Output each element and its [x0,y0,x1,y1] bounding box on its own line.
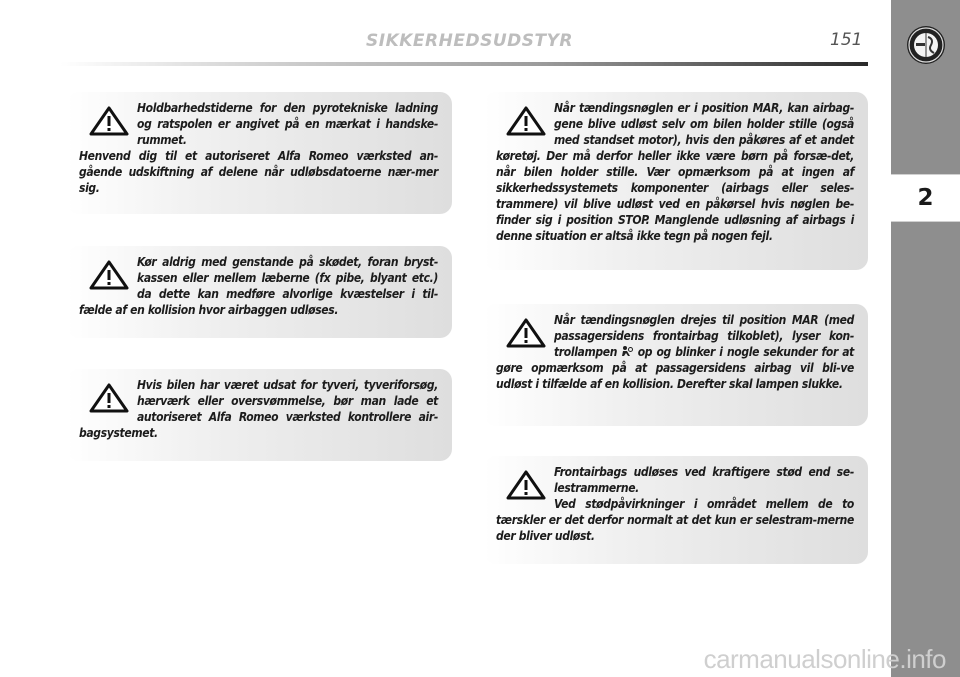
warning-triangle-icon [89,106,129,136]
note-text: Henvend dig til et autoriseret Alfa Romeo værksted an-gående udskiftning af delene når udløbsdatoerne nær-mer sig. [79,149,438,195]
warning-triangle-icon [506,470,546,500]
warning-triangle-icon [89,260,129,290]
warning-note-shelf-life [67,92,452,214]
watermark-text: carmanualsonline.info [703,644,946,674]
warning-triangle-icon [506,106,546,136]
page-title: SIKKERHEDSUDSTYR [366,31,573,51]
chapter-number[interactable]: 2 [891,174,960,222]
note-text-part: op og blinker i nogle sekunder for at gøre opmærksom på at passagersidens airbag vil bli-ve udløst i tilfælde af en kollision. Derefter skal lampen slukke. [496,345,854,391]
warning-note-objects-on-lap [67,246,452,338]
warning-note-passenger-airbag-lamp [484,304,868,426]
warning-note-frontairbag-threshold [484,456,868,564]
airbag-warning-lamp-icon [621,345,633,357]
note-text: Hvis bilen har været udsat for tyveri, tyveriforsøg, hærværk eller oversvømmelse, bør man lade et autoriseret Alfa Romeo værksted kontrollere air-bagsystemet. [79,378,438,440]
note-text: Frontairbags udløses ved kraftigere stød end se-lestrammerne. [554,465,854,495]
warning-note-ignition-mar [484,92,868,270]
note-text: Når tændingsnøglen er i position MAR, kan airbag-gene blive udløst selv om bilen holder stille (også med standset motor), hvis den påkøres af et andet køretøj. Der må derfor heller ikke være børn på forsæ-det, når bilen holder stille. Vær opmærksom på at ingen af sikkerhedssystemets komponenter (airbags eller seles-trammere) vil blive udløst ved en påkørsel hvis nøglen be-finder sig i position STOP. Manglende udløsning af airbags i denne situation er altså ikke tegn på nogen fejl. [496,101,854,243]
warning-triangle-icon [506,318,546,348]
chapter-side-tab [891,0,960,677]
note-text: Holdbarhedstiderne for den pyrotekniske ladning og ratspolen er angivet på en mærkat i handske-rummet. [137,101,438,147]
note-text: Kør aldrig med genstande på skødet, foran bryst-kassen eller mellem læberne (fx pibe, blyant etc.) da dette kan medføre alvorlige kvæstelser i til-fælde af en kollision hvor airbaggen udløses. [79,255,438,317]
note-text-part: Når tændingsnøglen drejes til position MAR (med passagersidens frontairbag tilkoblet), lyser kon-trollampen [554,313,854,359]
header-rule [60,62,868,66]
note-text: Ved stødpåvirkninger i området mellem de to tærskler er det derfor normalt at det kun er selestram-merne der bliver udløst. [496,497,854,543]
alfa-romeo-logo-icon [906,25,946,65]
warning-note-theft-damage [67,369,452,461]
note-text [496,312,854,392]
page-number: 151 [830,30,863,50]
warning-triangle-icon [89,383,129,413]
